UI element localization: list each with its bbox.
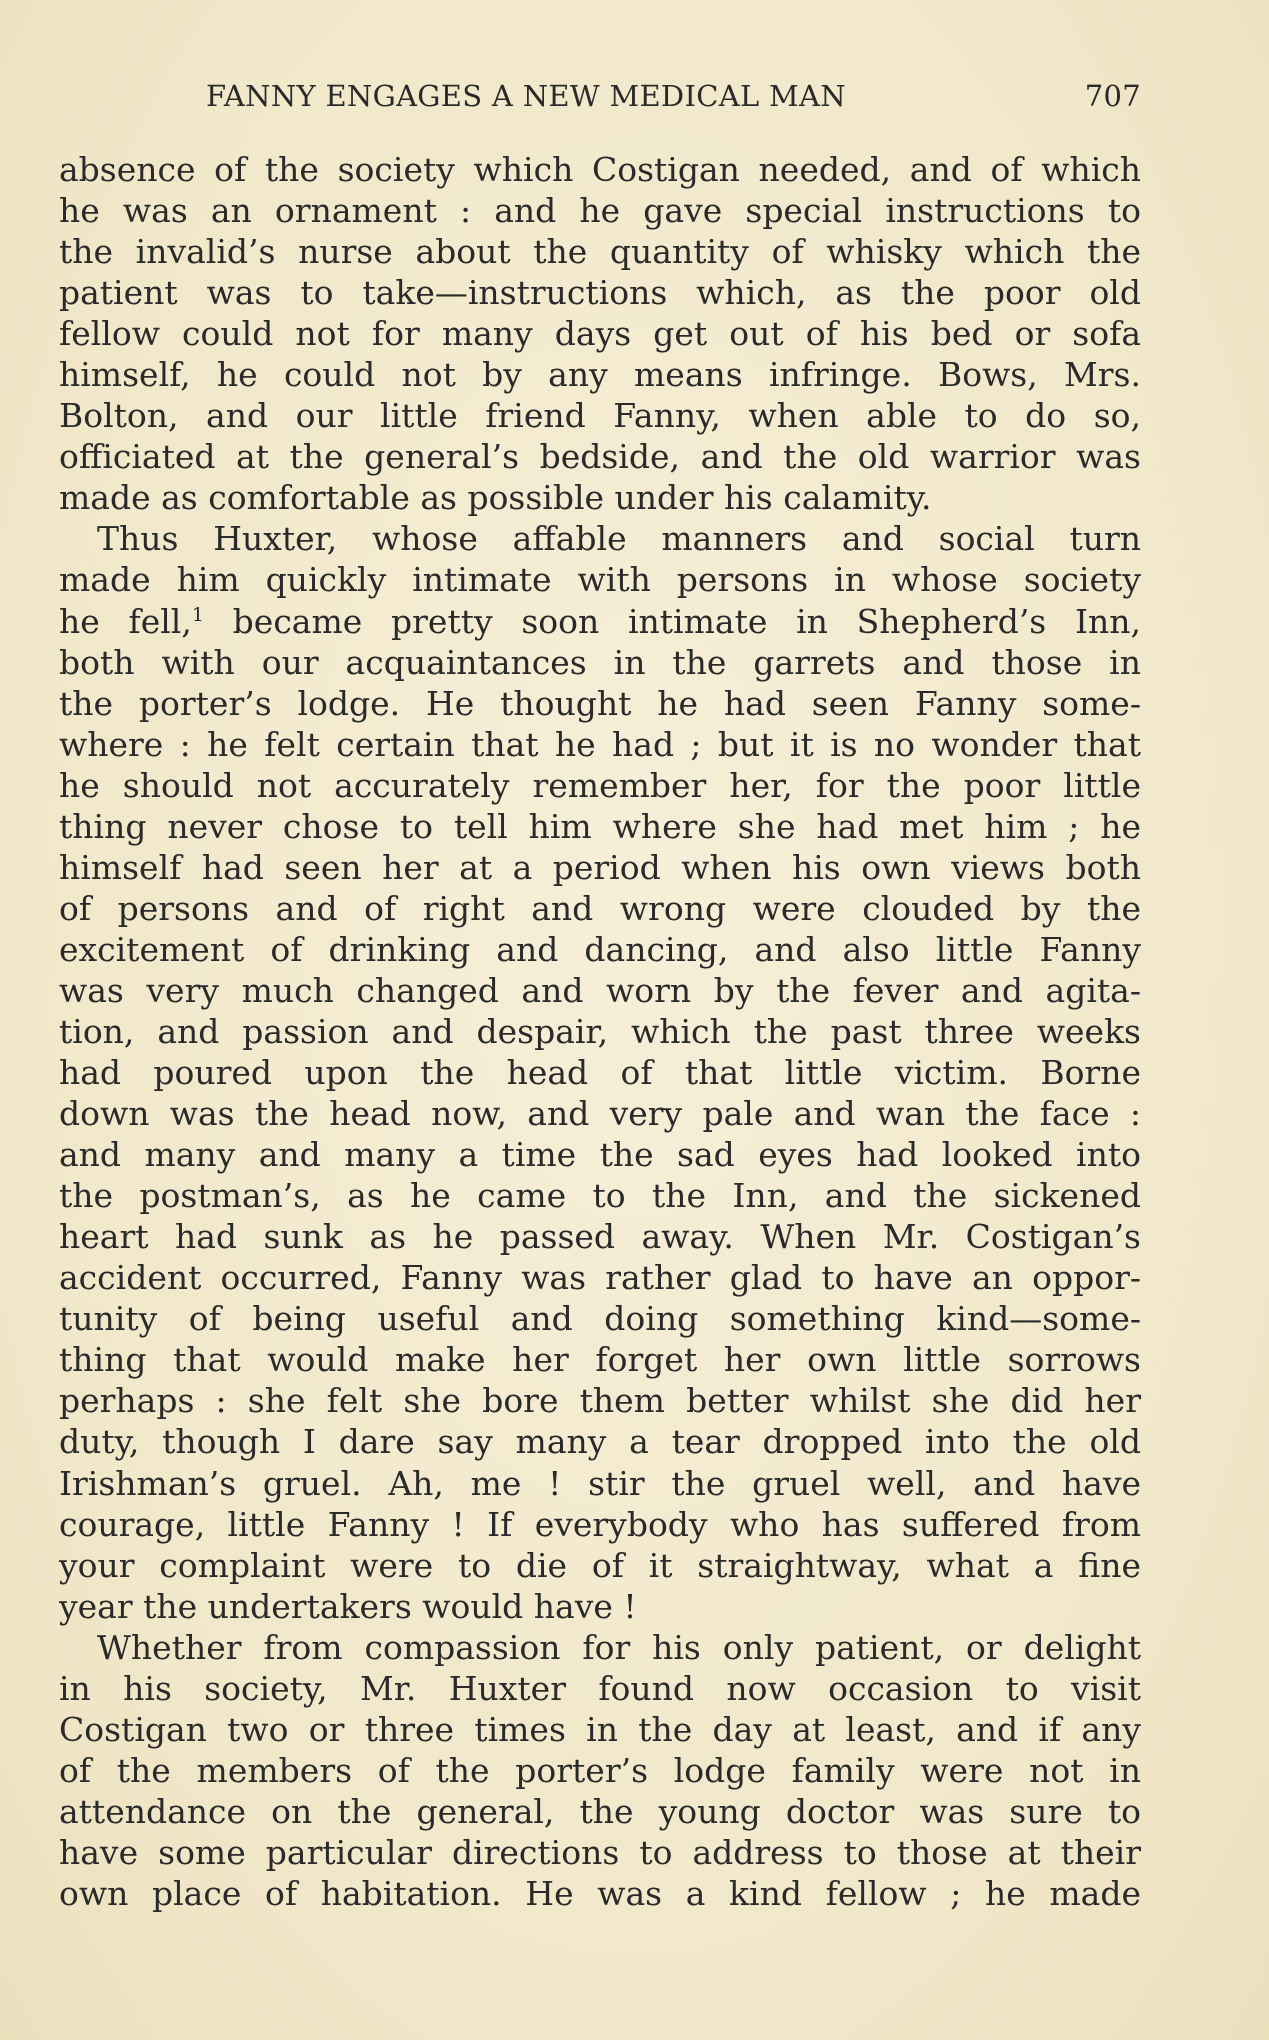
text-line: himself, he could not by any means infringe. Bows, Mrs.: [59, 355, 1141, 395]
text-line: and many and many a time the sad eyes had looked into: [59, 1135, 1141, 1175]
text-line: Bolton, and our little friend Fanny, when able to do so,: [59, 396, 1141, 436]
text-line: down was the head now, and very pale and wan the face :: [59, 1094, 1141, 1134]
text-line: tion, and passion and despair, which the past three weeks: [59, 1011, 1141, 1051]
text-run: became pretty soon intimate in Shepherd’s Inn,: [203, 601, 1141, 641]
text-line: duty, though I dare say many a tear dropped into the old: [59, 1422, 1141, 1462]
text-line: tunity of being useful and doing something kind—some-: [59, 1299, 1141, 1339]
text-line: both with our acquaintances in the garrets and those in: [59, 642, 1141, 682]
page-number: 707: [1084, 79, 1141, 113]
text-line: [59, 601, 1141, 642]
text-line: heart had sunk as he passed away. When Mr. Costigan’s: [59, 1217, 1141, 1257]
text-line: thing never chose to tell him where she had met him ; he: [59, 806, 1141, 846]
text-line: of persons and of right and wrong were clouded by the: [59, 888, 1141, 928]
text-line: Thus Huxter, whose affable manners and social turn: [97, 519, 1141, 559]
text-line: Irishman’s gruel. Ah, me ! stir the gruel well, and have: [59, 1463, 1141, 1503]
text-line: courage, little Fanny ! If everybody who has suffered from: [59, 1504, 1141, 1544]
text-line: where : he felt certain that he had ; but it is no wonder that: [59, 724, 1141, 764]
text-line: made him quickly intimate with persons in whose society: [59, 560, 1141, 600]
text-line: own place of habitation. He was a kind fellow ; he made: [59, 1873, 1141, 1913]
text-line: your complaint were to die of it straightway, what a fine: [59, 1545, 1141, 1585]
text-line: was very much changed and worn by the fever and agita-: [59, 970, 1141, 1010]
text-line: himself had seen her at a period when his own views both: [59, 847, 1141, 887]
text-line: of the members of the porter’s lodge family were not in: [59, 1750, 1141, 1790]
footnote-marker: 1: [191, 603, 204, 626]
running-title: FANNY ENGAGES A NEW MEDICAL MAN: [206, 79, 846, 113]
text-line: he was an ornament : and he gave special instructions to: [59, 191, 1141, 231]
text-line: fellow could not for many days get out of his bed or sofa: [59, 314, 1141, 354]
text-line: the invalid’s nurse about the quantity of whisky which the: [59, 232, 1141, 272]
text-line: attendance on the general, the young doctor was sure to: [59, 1791, 1141, 1831]
text-line: made as comfortable as possible under his calamity.: [59, 478, 932, 518]
text-line: have some particular directions to address to those at their: [59, 1832, 1141, 1872]
text-line: had poured upon the head of that little victim. Borne: [59, 1053, 1141, 1093]
text-line: patient was to take—instructions which, as the poor old: [59, 273, 1141, 313]
text-line: Whether from compassion for his only patient, or delight: [97, 1627, 1141, 1667]
text-line: thing that would make her forget her own little sorrows: [59, 1340, 1141, 1380]
text-line: absence of the society which Costigan needed, and of which: [59, 150, 1141, 189]
body-text: [59, 149, 1141, 1914]
text-line: the postman’s, as he came to the Inn, and the sickened: [59, 1176, 1141, 1216]
text-line: accident occurred, Fanny was rather glad to have an oppor-: [59, 1258, 1141, 1298]
text-line: officiated at the general’s bedside, and the old warrior was: [59, 437, 1141, 477]
text-line: the porter’s lodge. He thought he had seen Fanny some-: [59, 683, 1141, 723]
text-run: he fell,: [59, 601, 192, 641]
text-line: he should not accurately remember her, for the poor little: [59, 765, 1141, 805]
text-line: in his society, Mr. Huxter found now occasion to visit: [59, 1668, 1141, 1708]
text-line: year the undertakers would have !: [59, 1586, 637, 1626]
text-line: excitement of drinking and dancing, and also little Fanny: [59, 929, 1141, 969]
text-line: Costigan two or three times in the day at least, and if any: [59, 1709, 1141, 1749]
text-line: perhaps : she felt she bore them better whilst she did her: [59, 1381, 1141, 1421]
running-header: [206, 72, 1141, 120]
